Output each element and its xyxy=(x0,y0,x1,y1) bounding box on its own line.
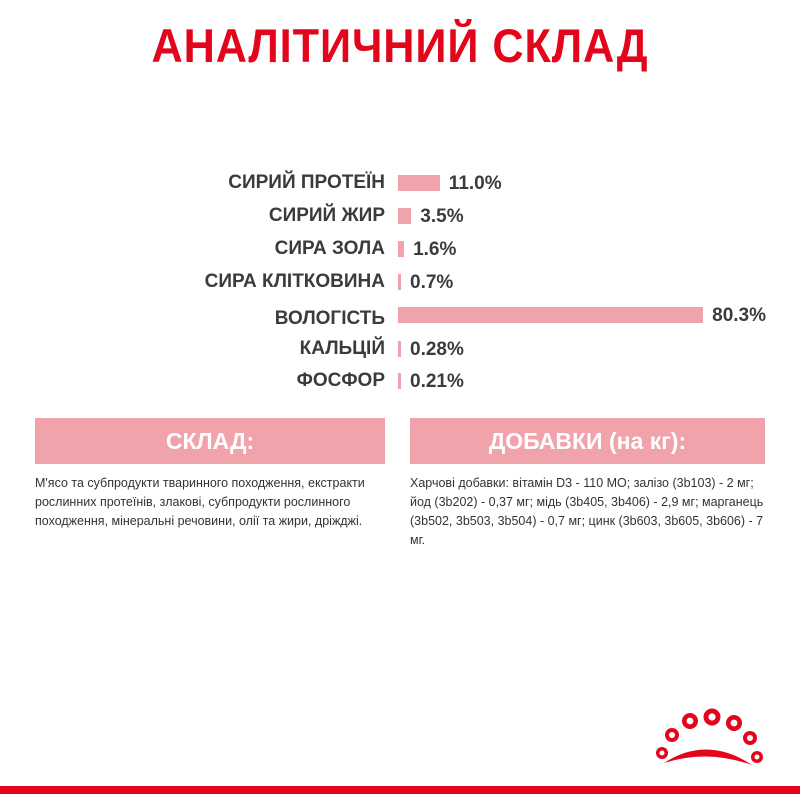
nutrient-value: 11.0% xyxy=(448,173,502,194)
nutrient-label: ФОСФОР xyxy=(296,370,385,391)
nutrient-bar xyxy=(398,274,401,290)
nutrient-bar xyxy=(398,175,440,191)
nutrient-value: 0.21% xyxy=(410,371,464,392)
nutrient-label: КАЛЬЦІЙ xyxy=(299,338,385,359)
additives-header: ДОБАВКИ (на кг): xyxy=(410,418,765,464)
nutrient-bar xyxy=(398,208,411,224)
nutrient-label: СИРИЙ ЖИР xyxy=(268,205,385,226)
nutrient-label: ВОЛОГІСТЬ xyxy=(274,308,385,329)
additives-text: Харчові добавки: вітамін D3 - 110 МО; залізо (3b103) - 2 мг; йод (3b202) - 0,37 мг; мідь (3b405, 3b406) - 2,9 мг; марганець (3b502, 3b503, 3b504) - 0,7 мг; цинк (3b603, 3b605, 3b606) - 7 мг. xyxy=(410,476,764,547)
royal-canin-crown-logo-icon xyxy=(650,705,765,775)
composition-header: СКЛАД: xyxy=(35,418,385,464)
nutrient-label: СИРА ЗОЛА xyxy=(274,238,385,259)
nutrient-value: 80.3% xyxy=(712,305,766,326)
nutrient-label: СИРИЙ ПРОТЕЇН xyxy=(228,172,385,193)
nutrient-bar xyxy=(398,307,703,323)
nutrient-label: СИРА КЛІТКОВИНА xyxy=(204,271,385,292)
nutrient-bar xyxy=(398,241,404,257)
nutrient-value: 3.5% xyxy=(420,206,464,227)
nutrient-value: 0.7% xyxy=(410,272,454,293)
bottom-brand-line xyxy=(0,786,800,794)
composition-text: М'ясо та субпродукти тваринного походження, екстракти рослинних протеїнів, злакові, субпродукти рослинного походження, мінеральні речовини, олії та жири, дріжджі. xyxy=(35,476,365,528)
page-title: АНАЛІТИЧНИЙ СКЛАД xyxy=(151,19,649,72)
nutrient-bar xyxy=(398,373,401,389)
nutrient-bar xyxy=(398,341,401,357)
nutrient-value: 0.28% xyxy=(410,339,464,360)
nutrient-value: 1.6% xyxy=(413,239,457,260)
